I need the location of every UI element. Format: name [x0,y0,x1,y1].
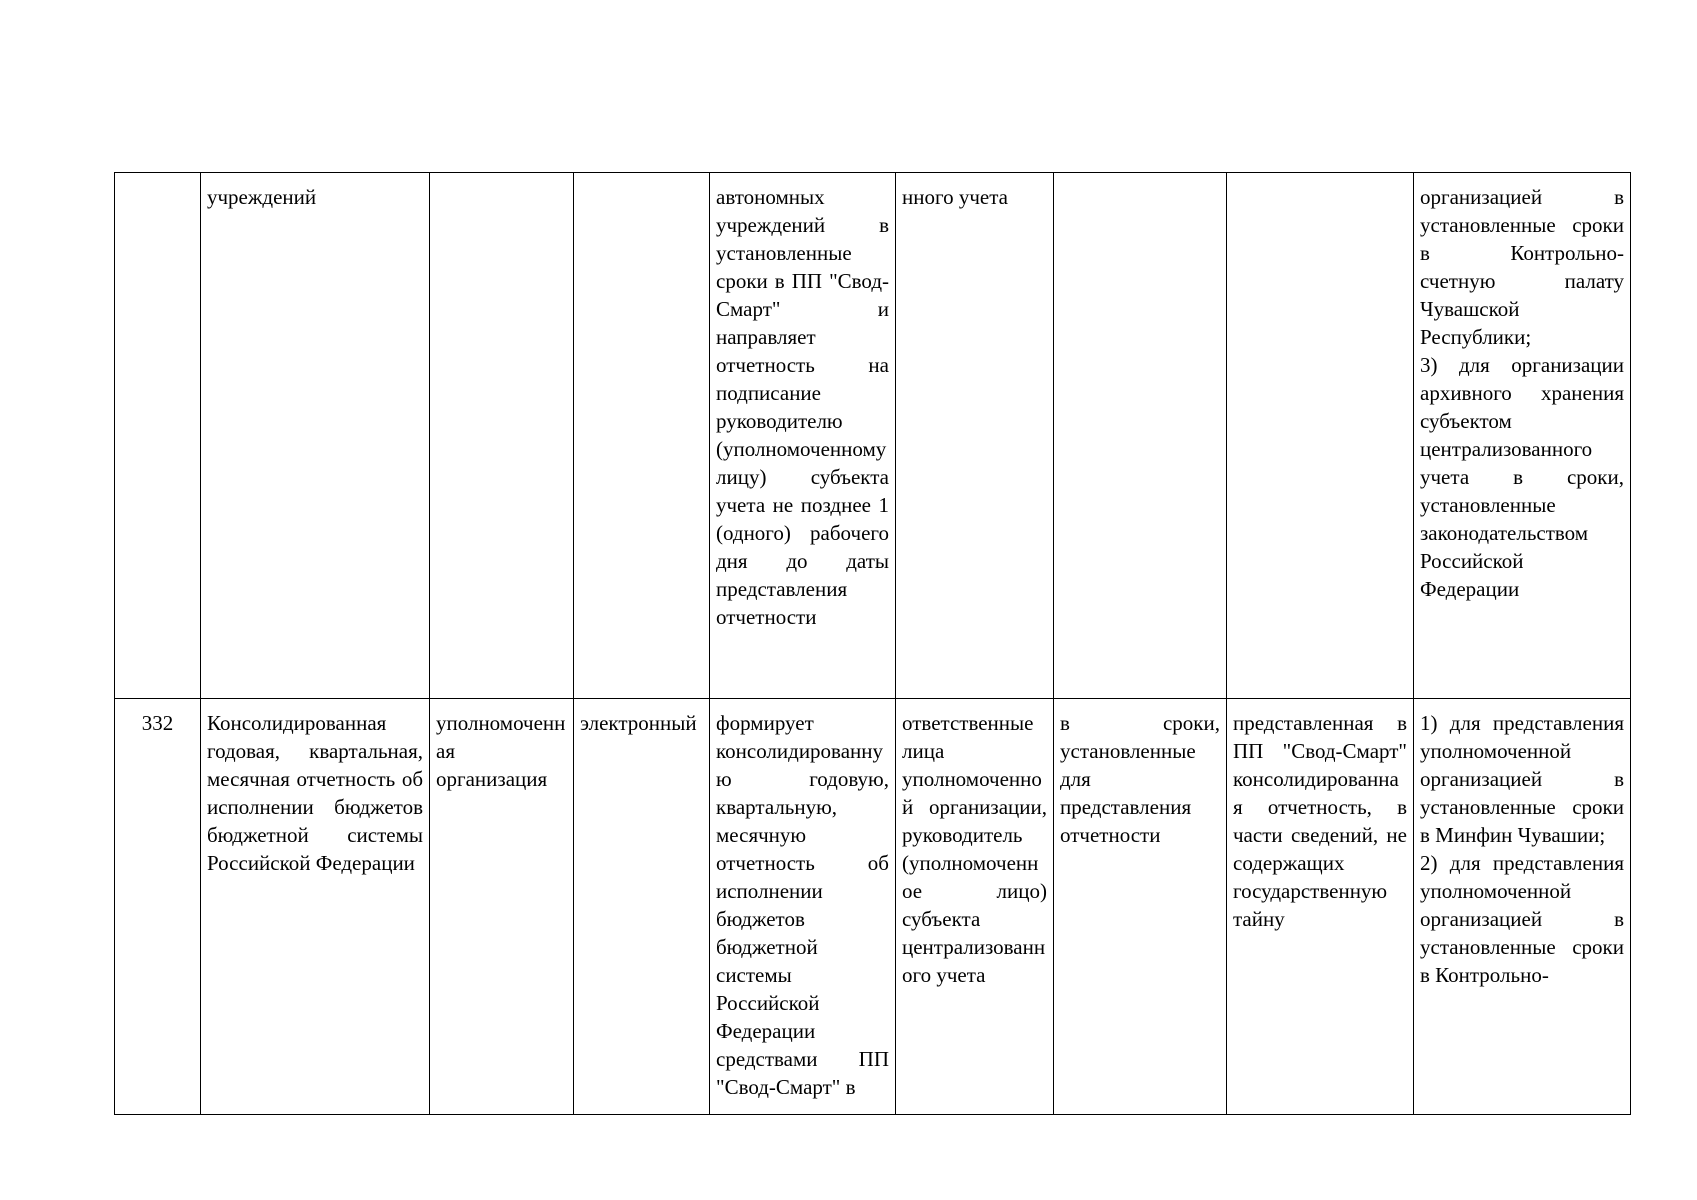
deadline-cell [1054,173,1227,699]
table-row [115,699,1631,1115]
row-number-cell: 332 [115,699,201,1115]
content-cell [1227,173,1414,699]
form-cell [574,173,710,699]
recipients-cell: 1) для представления уполномоченной организацией в установленные сроки в Минфин Чувашии; 2) для представления уполномоченной организацией в установленные сроки в Контрольно- [1414,699,1631,1115]
content-cell: представленная в ПП "Свод-Смарт" консолидированная отчетность, в части сведений, не содержащих государственную тайну [1227,699,1414,1115]
row-number-cell [115,173,201,699]
deadline-cell: в сроки, установленные для представления отчетности [1054,699,1227,1115]
responsible-cell [430,173,574,699]
signer-cell: нного учета [896,173,1054,699]
document-table [114,172,1631,1115]
document-name-cell: Консолидированная годовая, квартальная, месячная отчетность об исполнении бюджетов бюджетной системы Российской Федерации [201,699,430,1115]
document-name-cell: учреждений [201,173,430,699]
procedure-cell: автономных учреждений в установленные сроки в ПП "Свод-Смарт" и направляет отчетность на подписание руководителю (уполномоченному лицу) субъекта учета не позднее 1 (одного) рабочего дня до даты представления отчетности [710,173,896,699]
form-cell: электронный [574,699,710,1115]
signer-cell: ответственные лица уполномоченной организации, руководитель (уполномоченное лицо) субъекта централизованного учета [896,699,1054,1115]
recipients-cell: организацией в установленные сроки в Контрольно-счетную палату Чувашской Республики; 3) для организации архивного хранения субъектом централизованного учета в сроки, установленные законодательством Российской Федерации [1414,173,1631,699]
table-row [115,173,1631,699]
procedure-cell: формирует консолидированную годовую, квартальную, месячную отчетность об исполнении бюджетов бюджетной системы Российской Федерации средствами ПП "Свод-Смарт" в [710,699,896,1115]
responsible-cell: уполномоченная организация [430,699,574,1115]
